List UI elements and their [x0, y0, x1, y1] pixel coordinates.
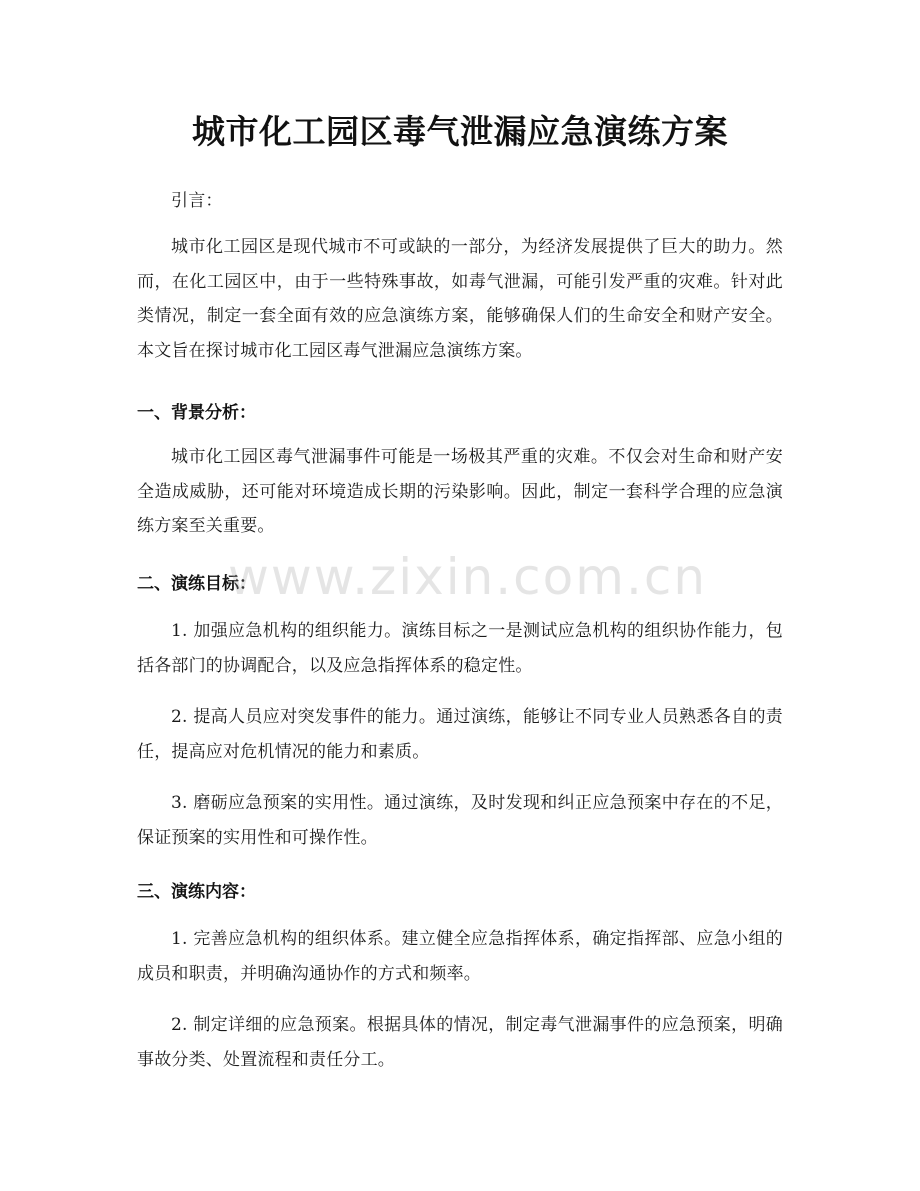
- section-heading-goals: 二、演练目标：: [137, 574, 256, 594]
- content-item: 2. 制定详细的应急预案。根据具体的情况，制定毒气泄漏事件的应急预案，明确事故分类、处置流程和责任分工。: [137, 1015, 783, 1070]
- goal-item: 2. 提高人员应对突发事件的能力。通过演练，能够让不同专业人员熟悉各自的责任，提高应对危机情况的能力和素质。: [137, 707, 783, 762]
- section-heading-background: 一、背景分析：: [137, 403, 256, 423]
- content-item: 1. 完善应急机构的组织体系。建立健全应急指挥体系，确定指挥部、应急小组的成员和职责，并明确沟通协作的方式和频率。: [137, 929, 783, 984]
- section-heading-content: 三、演练内容：: [137, 882, 256, 902]
- goal-item: 1. 加强应急机构的组织能力。演练目标之一是测试应急机构的组织协作能力，包括各部门的协调配合，以及应急指挥体系的稳定性。: [137, 621, 783, 676]
- goal-item: 3. 磨砺应急预案的实用性。通过演练，及时发现和纠正应急预案中存在的不足，保证预案的实用性和可操作性。: [137, 793, 783, 848]
- watermark-text: www.zixin.com.cn: [228, 548, 708, 606]
- intro-label: 引言：: [171, 191, 223, 211]
- document-title: 城市化工园区毒气泄漏应急演练方案: [192, 112, 728, 151]
- intro-paragraph: 城市化工园区是现代城市不可或缺的一部分，为经济发展提供了巨大的助力。然而，在化工园区中，由于一些特殊事故，如毒气泄漏，可能引发严重的灾难。针对此类情况，制定一套全面有效的应急演练方案，能够确保人们的生命安全和财产安全。本文旨在探讨城市化工园区毒气泄漏应急演练方案。: [137, 237, 783, 361]
- background-paragraph: 城市化工园区毒气泄漏事件可能是一场极其严重的灾难。不仅会对生命和财产安全造成威胁，还可能对环境造成长期的污染影响。因此，制定一套科学合理的应急演练方案至关重要。: [137, 447, 783, 536]
